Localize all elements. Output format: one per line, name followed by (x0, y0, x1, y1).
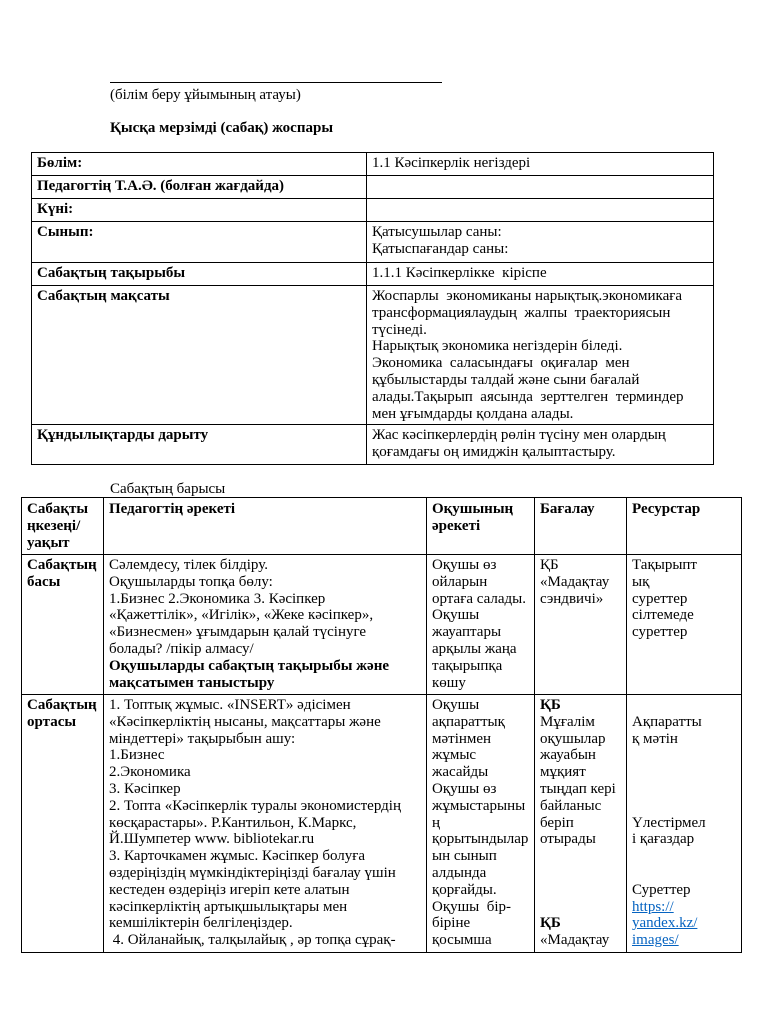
teacher-action: 1. Топтық жұмыс. «INSERT» әдісімен «Кәсіпкерліктің нысаны, мақсаттары және міндеттері» тақырыбын ашу: 1.Бизнес 2.Экономика 3. Кәсіпкер 2. Топта «Кәсіпкерлік туралы экономистердің көсқарастары». Р.Кантильон, К.Маркс, Й.Шумпетер www. bibliotekar.ru 3. Карточкамен жұмыс. Кәсіпкер болуға өздеріңіздің мүмкіндіктеріңізді бағалау үшін кестеден өздеріңіз игеріп кете алатын кәсіпкерліктің артықшылықтары мен кемшіліктерін белгілеңіздер. 4. Ойланайық, талқылайық , әр топқа сұрақ- (104, 695, 427, 953)
info-row-teacher (32, 176, 714, 199)
info-row-section (32, 153, 714, 176)
teacher-name-label: Педагогтің Т.А.Ә. (болған жағдайда) (32, 176, 367, 199)
student-action: Оқушы ақпараттық мәтінмен жұмыс жасайды Оқушы өз жұмыстарыны ң қорытындылар ын сынып алдында қорғайды. Оқушы бір- біріне қосымша (427, 695, 535, 953)
date-value (367, 199, 714, 222)
resource-images-label: Суреттер (632, 881, 691, 898)
col-header-resources: Ресурстар (627, 498, 742, 555)
flow-header-row (22, 498, 742, 555)
values-label: Құндылықтарды дарыту (32, 425, 367, 465)
col-header-student-action: Оқушының әрекеті (427, 498, 535, 555)
stage-row-beginning (22, 555, 742, 695)
teacher-name-value (367, 176, 714, 199)
resource-text-material: Ақпаратты қ мәтін (632, 713, 702, 747)
lesson-topic-value: 1.1.1 Кәсіпкерлікке кіріспе (367, 263, 714, 286)
org-name-caption: (білім беру ұйымының атауы) (110, 87, 301, 103)
info-row-date (32, 199, 714, 222)
plan-title: Қысқа мерзімді (сабақ) жоспары (110, 120, 334, 136)
assessment: ҚБ «Мадақтау сэндвичі» (535, 555, 627, 695)
org-name-fill-line (110, 82, 442, 83)
assessment (535, 695, 627, 953)
stage-row-middle (22, 695, 742, 953)
values-value: Жас кәсіпкерлердің рөлін түсіну мен олардың қоғамдағы оң имиджін қалыптастыру. (367, 425, 714, 465)
section-value: 1.1 Кәсіпкерлік негіздері (367, 153, 714, 176)
assessment-method: ҚБ (540, 697, 561, 713)
date-label: Күні: (32, 199, 367, 222)
teacher-action-emphasis: Оқушыларды сабақтың тақырыбы және мақсатымен таныстыру (109, 657, 390, 691)
info-row-grade (32, 222, 714, 263)
resources (627, 695, 742, 953)
lesson-objective-value: Жоспарлы экономиканы нарықтық.экономикаға трансформациялаудың жалпы траекториясын түсінеді. Нарықтық экономика негіздерін біледі. Экономика саласындағы оқиғалар мен құбылыстарды талдай және сыни бағалай алады.Тақырып аясында зерттелген терминдер мен ұғымдарды қолдана алады. (367, 286, 714, 425)
lesson-flow-caption: Сабақтың барысы (110, 481, 226, 497)
teacher-action-text: Сәлемдесу, тілек білдіру. Оқушыларды топқа бөлу: 1.Бизнес 2.Экономика 3. Кәсіпкер «Қажеттілік», «Игілік», «Жеке кәсіпкер», «Бизнесмен» ұғымдарын қалай түсінуге болады? /пікір алмасу/ (109, 557, 374, 657)
lesson-topic-label: Сабақтың тақырыбы (32, 263, 367, 286)
section-label: Бөлім: (32, 153, 367, 176)
col-header-stage: Сабақты ңкезеңі/ уақыт (22, 498, 104, 555)
resource-images-link[interactable]: https:// yandex.kz/ images/ (632, 898, 698, 949)
lesson-objective-label: Сабақтың мақсаты (32, 286, 367, 425)
teacher-action (104, 555, 427, 695)
lesson-flow-table (21, 497, 742, 953)
student-action: Оқушы өз ойларын ортаға салады. Оқушы жауаптары арқылы жаңа тақырыпқа көшу (427, 555, 535, 695)
grade-value: Қатысушылар саны: Қатыспағандар саны: (367, 222, 714, 263)
assessment-method: ҚБ (540, 915, 561, 932)
lesson-info-table (31, 152, 714, 465)
stage-name: Сабақтың ортасы (22, 695, 104, 953)
resources: Тақырыпт ық суреттер сілтемеде суреттер (627, 555, 742, 695)
info-row-values (32, 425, 714, 465)
assessment-note: «Мадақтау (540, 932, 610, 949)
col-header-teacher-action: Педагогтің әрекеті (104, 498, 427, 555)
stage-name: Сабақтың басы (22, 555, 104, 695)
assessment-note: Мұғалім оқушылар жауабын мұқият тыңдап кері байланыс беріп отырады (540, 713, 616, 848)
resource-handouts: Үлестірмел і қағаздар (632, 814, 706, 848)
info-row-topic (32, 263, 714, 286)
col-header-assessment: Бағалау (535, 498, 627, 555)
grade-label: Сынып: (32, 222, 367, 263)
info-row-objective (32, 286, 714, 425)
